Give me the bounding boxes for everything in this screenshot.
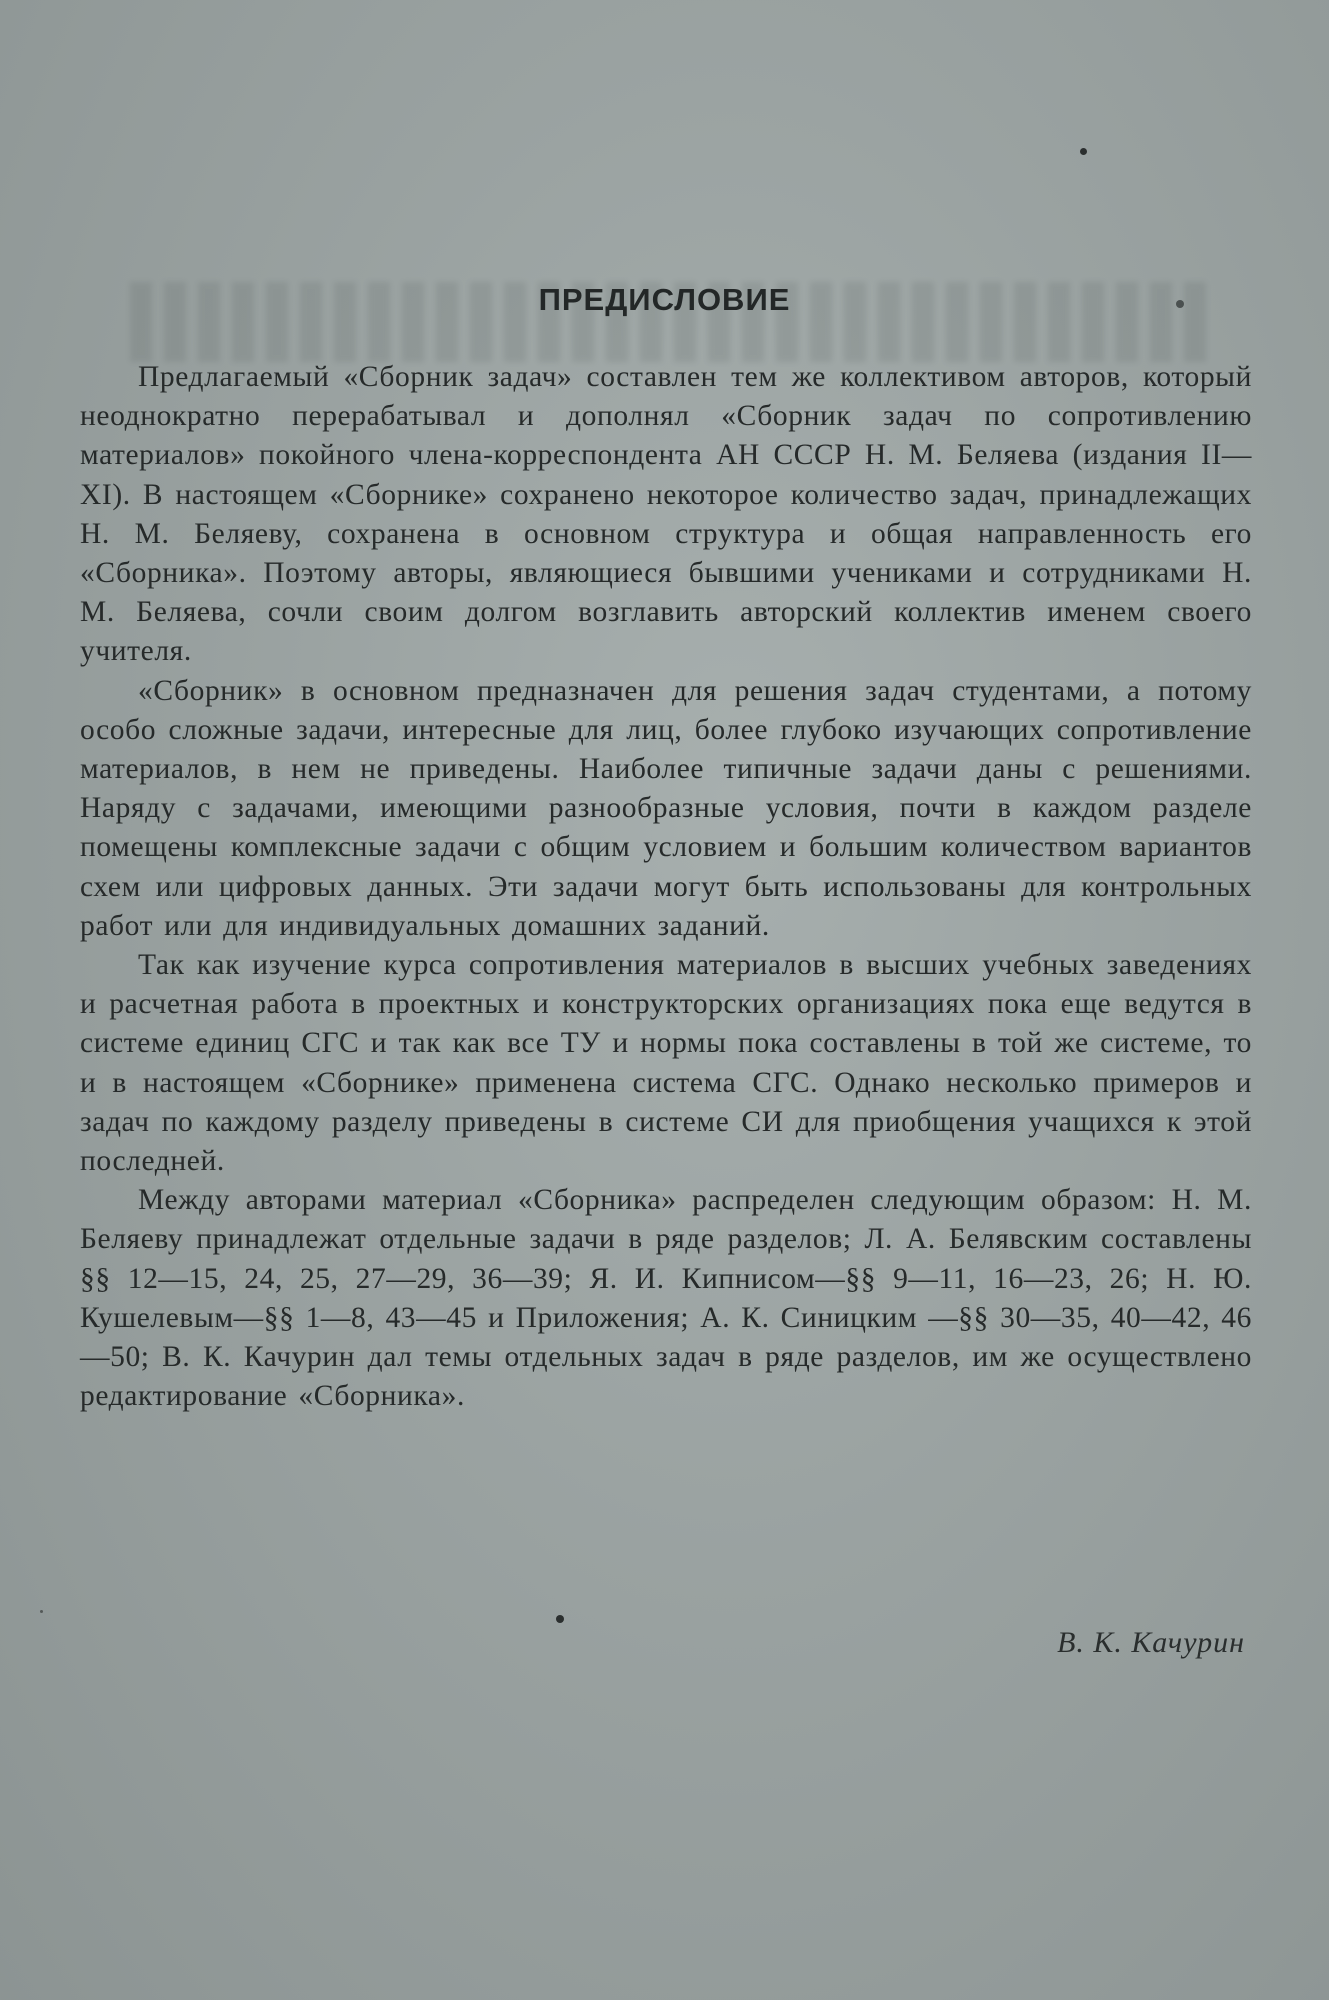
- paper-speck: [556, 1615, 564, 1623]
- preface-body: [80, 358, 1252, 1416]
- paragraph-2: «Сборник» в основном предназначен для решения задач студентами, а потому особо сложные задачи, интересные для лиц, более глубоко изучающих сопротивление материалов, в нем не приведены. Наиболее типичные задачи даны с решениями. Наряду с задачами, имеющими разнообразные условия, почти в каждом разделе помещены комплексные задачи с общим условием и большим количеством вариантов схем или цифровых данных. Эти задачи могут быть использованы для контрольных работ или для индивидуальных домашних заданий.: [80, 674, 1252, 942]
- paragraph-4: Между авторами материал «Сборника» распределен следующим образом: Н. М. Беляеву принадлежат отдельные задачи в ряде разделов; Л. А. Белявским составлены §§ 12—15, 24, 25, 27—29, 36—39; Я. И. Кипнисом—§§ 9—11, 16—23, 26; Н. Ю. Кушелевым—§§ 1—8, 43—45 и Приложения; А. К. Синицким —§§ 30—35, 40—42, 46—50; В. К. Качурин дал темы отдельных задач в ряде разделов, им же осуществлено редактирование «Сборника».: [80, 1184, 1252, 1413]
- paragraph-1: Предлагаемый «Сборник задач» составлен тем же коллективом авторов, который неоднократно перерабатывал и дополнял «Сборник задач по сопротивлению материалов» покойного члена-корреспондента АН СССР Н. М. Беляева (издания II—XI). В настоящем «Сборнике» сохранено некоторое количество задач, принадлежащих Н. М. Беляеву, сохранена в основном структура и общая направленность его «Сборника». Поэтому авторы, являющиеся бывшими учениками и сотрудниками Н. М. Беляева, сочли своим долгом возглавить авторский коллектив именем своего учителя.: [80, 361, 1252, 668]
- author-signature: В. К. Качурин: [1057, 1626, 1245, 1659]
- page-title: ПРЕДИСЛОВИЕ: [538, 282, 791, 317]
- paragraph-3: Так как изучение курса сопротивления материалов в высших учебных заведениях и расчетная работа в проектных и конструкторских организациях пока еще ведутся в системе единиц СГС и так как все ТУ и нормы пока составлены в той же системе, то и в настоящем «Сборнике» применена система СГС. Однако несколько примеров и задач по каждому разделу приведены в системе СИ для приобщения учащихся к этой последней.: [80, 949, 1252, 1178]
- paper-speck: [40, 1610, 43, 1613]
- paper-speck: [1080, 148, 1087, 155]
